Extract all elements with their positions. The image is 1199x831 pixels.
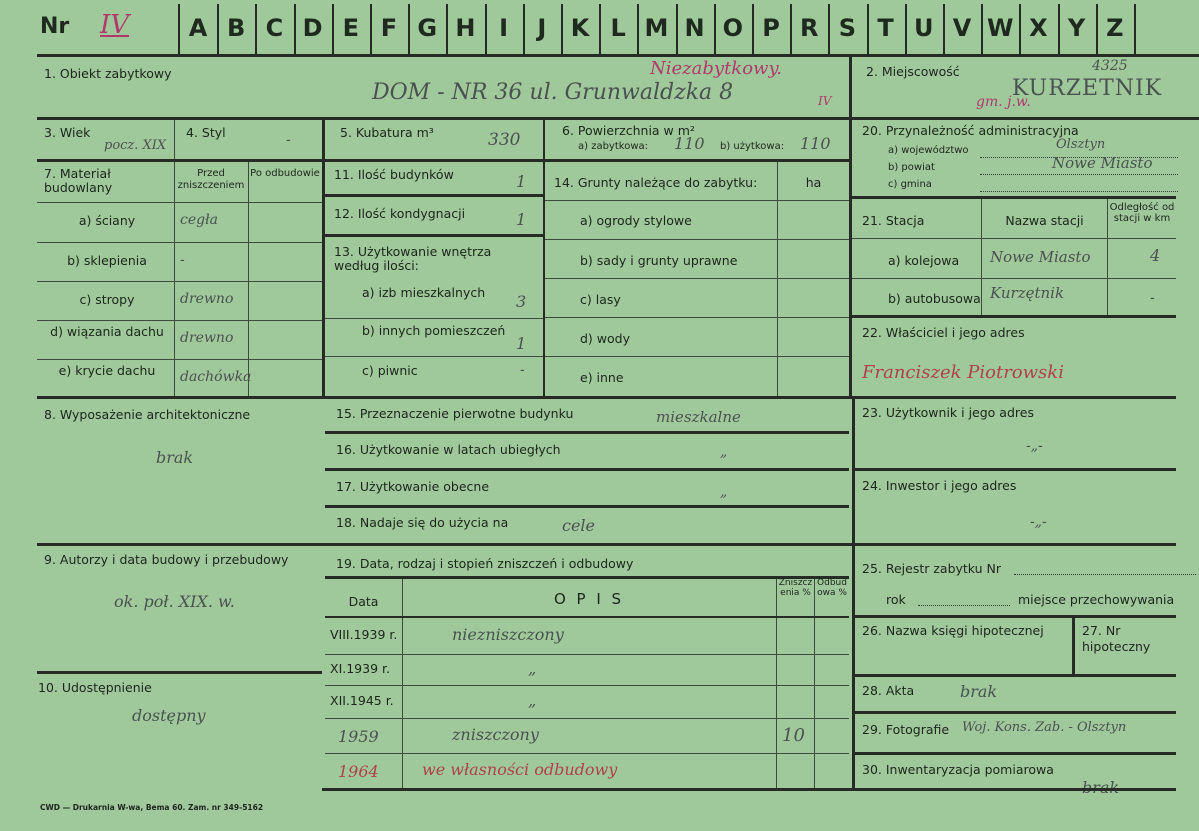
index-letter-a: A xyxy=(188,14,208,42)
f7-row-label: d) wiązania dachu xyxy=(50,324,164,339)
f19-row-desc: niezniszczony xyxy=(452,625,564,644)
f4-label: 4. Styl xyxy=(186,125,226,140)
f19-row-date: 1964 xyxy=(338,761,379,781)
f22-value: Franciszek Piotrowski xyxy=(862,362,1064,383)
f26-label: 26. Nazwa księgi hipotecznej xyxy=(862,623,1044,638)
index-letter-h: H xyxy=(455,14,476,42)
f12-value: 1 xyxy=(516,210,527,229)
f19-row-date: VIII.1939 r. xyxy=(330,627,398,642)
f29-label: 29. Fotografie xyxy=(862,722,950,737)
f21-row-a-name: Nowe Miasto xyxy=(990,248,1091,266)
f19-col-destr: Zniszczenia % xyxy=(778,578,813,598)
f24-label: 24. Inwestor i jego adres xyxy=(862,478,1017,493)
f21-row-b-name: Kurzętnik xyxy=(990,284,1065,302)
f13-row-b-label: b) innych pomieszczeń xyxy=(362,323,506,338)
f20-row-a-label: a) województwo xyxy=(888,145,969,156)
f14-row-e-label: e) inne xyxy=(580,370,624,385)
f11-value: 1 xyxy=(516,172,527,191)
f7-row-before: - xyxy=(180,252,185,268)
f13-row-a-label: a) izb mieszkalnych xyxy=(362,285,486,300)
f19-label: 19. Data, rodzaj i stopień zniszczeń i odbudowy xyxy=(336,556,634,571)
f7-row-before: cegła xyxy=(180,212,218,228)
f1-value: DOM - NR 36 ul. Grunwaldzka 8 xyxy=(372,80,734,105)
f19-col-date: Data xyxy=(348,594,379,609)
f16-label: 16. Użytkowanie w latach ubiegłych xyxy=(336,442,561,457)
f17-label: 17. Użytkowanie obecne xyxy=(336,479,490,494)
f13-row-c-value: - xyxy=(520,362,525,378)
f15-value: mieszkalne xyxy=(656,408,741,426)
f10-label: 10. Udostępnienie xyxy=(38,680,152,695)
index-letter-b: B xyxy=(227,14,246,42)
f19-row-date: 1959 xyxy=(338,726,379,746)
f19-row-date: XI.1939 r. xyxy=(330,660,390,676)
f25-rok-label: rok xyxy=(886,592,906,607)
index-letter-d: D xyxy=(302,14,323,42)
f14-row-b-label: b) sady i grunty uprawne xyxy=(580,253,738,268)
f18-label: 18. Nadaje się do użycia na xyxy=(336,515,509,530)
f19-col-rebuilt: Odbudowa % xyxy=(817,578,847,598)
f7-row-label: e) krycie dachu xyxy=(58,363,156,378)
f6-b-label: b) użytkowa: xyxy=(720,141,785,152)
f21-label: 21. Stacja xyxy=(862,213,925,228)
f21-col-name: Nazwa stacji xyxy=(1005,213,1084,228)
f19-row-desc: „ xyxy=(528,690,537,710)
f7-col-before: Przed zniszczeniem xyxy=(177,168,245,191)
index-letter-m: M xyxy=(644,14,669,42)
index-letter-e: E xyxy=(342,14,359,42)
f8-label: 8. Wyposażenie architektoniczne xyxy=(44,407,251,422)
f14-row-a-label: a) ogrody stylowe xyxy=(580,213,692,228)
f1-label: 1. Obiekt zabytkowy xyxy=(44,66,172,81)
index-letter-r: R xyxy=(799,14,819,42)
f21-row-a-label: a) kolejowa xyxy=(888,253,960,268)
f14-row-d-label: d) wody xyxy=(580,331,630,346)
f7-row-before: dachówka xyxy=(180,369,252,385)
f19-row-desc: zniszczony xyxy=(452,724,539,744)
index-letter-k: K xyxy=(570,14,590,42)
nr-label: Nr xyxy=(40,14,70,39)
f14-row-c-label: c) lasy xyxy=(580,292,621,307)
f20-row-b-value: Nowe Miasto xyxy=(1052,154,1153,172)
f28-value: brak xyxy=(960,682,998,701)
header-row xyxy=(0,0,1199,56)
f13-label: 13. Użytkowanie wnętrza według ilości: xyxy=(334,244,492,273)
index-letter-i: I xyxy=(499,14,509,42)
f13-row-a-value: 3 xyxy=(516,292,527,311)
f19-row-destruction: 10 xyxy=(782,724,805,746)
f21-row-b-label: b) autobusowa xyxy=(888,291,981,306)
index-letter-z: Z xyxy=(1106,14,1124,42)
index-letter-s: S xyxy=(838,14,857,42)
f2-number: 4325 xyxy=(1092,58,1128,74)
f6-b-value: 110 xyxy=(800,134,831,153)
index-letter-j: J xyxy=(537,14,547,42)
f23-label: 23. Użytkownik i jego adres xyxy=(862,405,1034,420)
f5-value: 330 xyxy=(488,130,521,150)
f18-value: cele xyxy=(562,516,596,535)
f9-label: 9. Autorzy i data budowy i przebudowy xyxy=(44,552,289,567)
f21-row-a-dist: 4 xyxy=(1150,246,1161,265)
index-letter-l: L xyxy=(610,14,626,42)
index-letter-o: O xyxy=(722,14,743,42)
f10-value: dostępny xyxy=(132,706,206,725)
f4-value: - xyxy=(286,132,291,148)
index-letter-p: P xyxy=(762,14,780,42)
f15-label: 15. Przeznaczenie pierwotne budynku xyxy=(336,406,574,421)
f6-label: 6. Powierzchnia w m² xyxy=(562,123,695,138)
f2-label: 2. Miejscowość xyxy=(866,64,960,79)
f7-row-label: c) stropy xyxy=(79,292,135,307)
f3-label: 3. Wiek xyxy=(44,125,91,140)
f7-row-before: drewno xyxy=(180,291,234,307)
index-letter-y: Y xyxy=(1067,14,1086,42)
f20-label: 20. Przynależność administracyjna xyxy=(862,123,1079,138)
index-letter-w: W xyxy=(986,14,1014,42)
f7-row-before: drewno xyxy=(180,330,234,346)
f27-label: 27. Nr hipoteczny xyxy=(1082,623,1151,654)
index-letter-c: C xyxy=(265,14,284,42)
f7-row-label: a) ściany xyxy=(78,213,136,228)
f23-value: -„- xyxy=(1026,438,1043,454)
index-letter-v: V xyxy=(952,14,972,42)
f13-row-b-value: 1 xyxy=(516,334,527,353)
f19-col-desc: O P I S xyxy=(553,590,625,608)
f1-mark: IV xyxy=(818,94,832,108)
f25-label: 25. Rejestr zabytku Nr xyxy=(862,561,1002,576)
f29-value: Woj. Kons. Zab. - Olsztyn xyxy=(962,720,1127,735)
f22-label: 22. Właściciel i jego adres xyxy=(862,325,1025,340)
index-letter-u: U xyxy=(914,14,934,42)
index-letter-n: N xyxy=(684,14,705,42)
f21-row-b-dist: - xyxy=(1150,290,1155,306)
f14-label: 14. Grunty należące do zabytku: xyxy=(554,175,758,190)
f19-row-date: XII.1945 r. xyxy=(330,692,394,708)
f9-value: ok. poł. XIX. w. xyxy=(114,592,235,611)
f5-label: 5. Kubatura m³ xyxy=(340,125,434,140)
f2-value: KURZETNIK xyxy=(1012,76,1163,101)
f17-value: „ xyxy=(720,484,728,500)
f21-col-dist: Odległość od stacji w km xyxy=(1109,202,1175,224)
f19-row-desc: „ xyxy=(528,658,537,678)
f24-value: -„- xyxy=(1030,514,1047,530)
f30-label: 30. Inwentaryzacja pomiarowa xyxy=(862,762,1054,777)
f13-row-c-label: c) piwnic xyxy=(362,363,418,378)
f19-row-desc: we własności odbudowy xyxy=(422,759,618,779)
f7-row-label: b) sklepienia xyxy=(67,253,147,268)
index-letter-t: T xyxy=(877,14,894,42)
f7-col-after: Po odbudowie xyxy=(250,168,320,179)
f28-label: 28. Akta xyxy=(862,683,915,698)
f6-a-value: 110 xyxy=(674,134,705,153)
f8-value: brak xyxy=(156,448,194,467)
f3-value: pocz. XIX xyxy=(104,138,167,153)
f20-row-c-label: c) gmina xyxy=(888,179,932,190)
index-letter-f: F xyxy=(380,14,398,42)
nr-value: IV xyxy=(100,10,130,40)
printer-imprint: CWD — Drukarnia W-wa, Bema 60. Zam. nr 349-5162 xyxy=(40,803,264,812)
index-letter-g: G xyxy=(417,14,438,42)
f20-row-a-value: Olsztyn xyxy=(1056,137,1106,152)
f25-place-label: miejsce przechowywania xyxy=(1018,592,1175,607)
f11-label: 11. Ilość budynków xyxy=(334,167,454,182)
f14-unit: ha xyxy=(805,175,822,190)
f6-a-label: a) zabytkowa: xyxy=(578,141,648,152)
f12-label: 12. Ilość kondygnacji xyxy=(334,206,466,221)
f1-note: Niezabytkowy. xyxy=(650,58,782,79)
f7-label: 7. Materiał budowlany xyxy=(44,166,113,195)
f20-row-b-label: b) powiat xyxy=(888,162,935,173)
index-letter-x: X xyxy=(1029,14,1048,42)
f2-gmina: gm. j.w. xyxy=(976,94,1031,110)
f16-value: „ xyxy=(720,444,728,460)
